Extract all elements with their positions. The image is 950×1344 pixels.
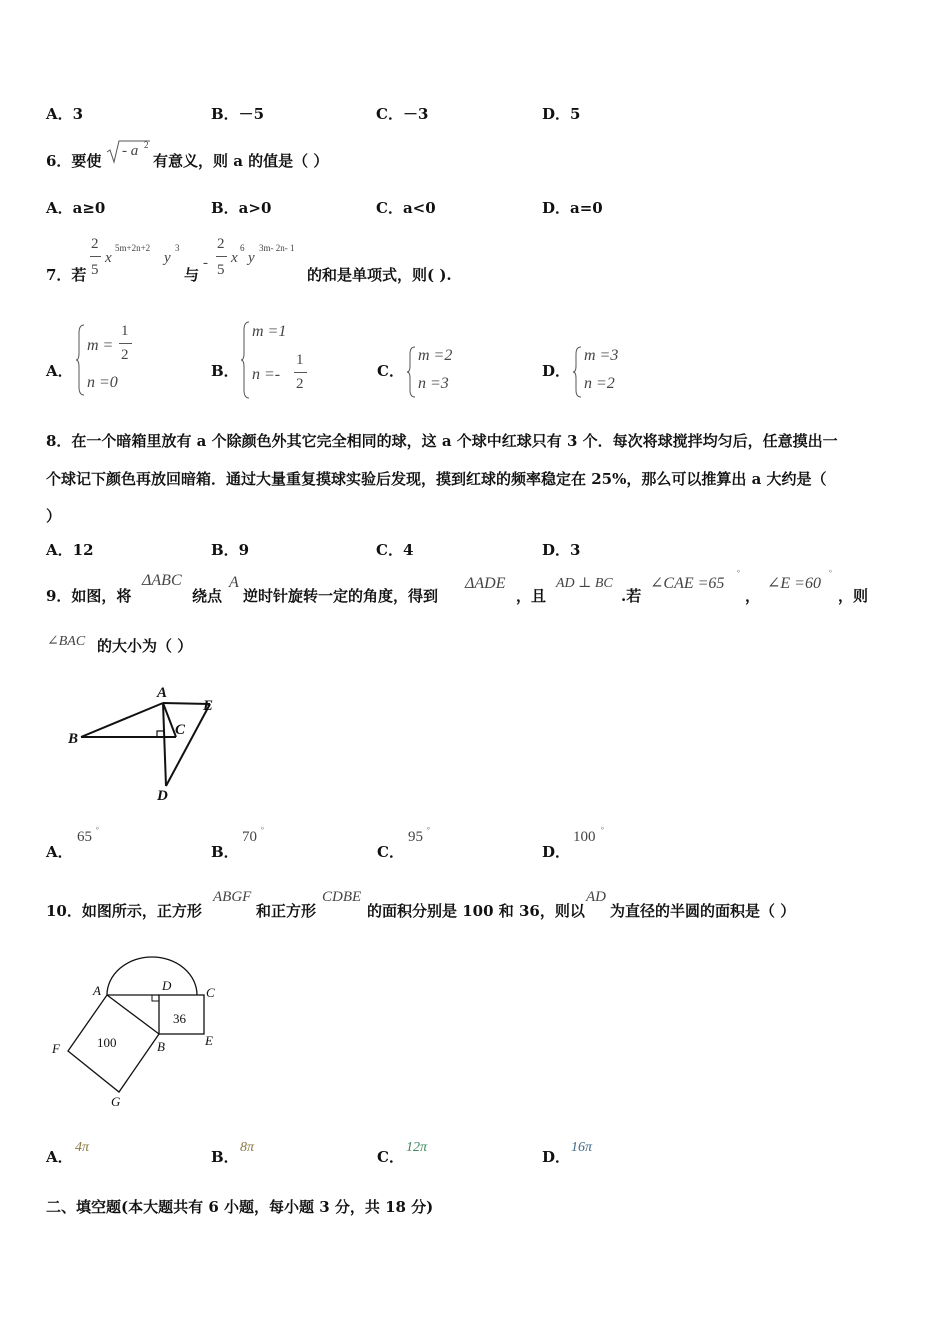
q9-option-c-label: C． — [377, 843, 404, 861]
left-brace-icon — [573, 345, 583, 399]
q10-option-a-value: 4π — [75, 1140, 90, 1155]
q5-option-b: B．－5 — [211, 105, 265, 123]
q7-option-c-line2: n =3 — [418, 375, 449, 392]
q9-figure-label-e: E — [203, 698, 214, 714]
q7-term2-x: x — [231, 250, 238, 266]
q6-suffix: 有意义，则 a 的值是（ ） — [153, 152, 329, 170]
q6-radical — [106, 138, 150, 164]
q9-text-7: 的大小为（ ） — [97, 637, 193, 655]
q6-radicand: - a — [122, 143, 139, 159]
q7-connector: 与 — [184, 266, 200, 284]
q5-option-d: D．5 — [542, 105, 581, 123]
q10-text-1: 和正方形 — [256, 902, 317, 920]
q7-option-a-label: A． — [46, 362, 73, 380]
q7-option-d-line1: m =3 — [584, 347, 619, 364]
q7-term1-y: y — [164, 250, 171, 266]
q10-figure-label-e: E — [205, 1033, 213, 1048]
q10-text-3: 为直径的半圆的面积是（ ） — [610, 902, 796, 920]
q9-figure-label-c: C — [175, 722, 186, 738]
q7-option-b-label: B． — [211, 362, 239, 380]
q7-term2-y-exponent: 3m- 2n- 1 — [259, 243, 295, 253]
q10-figure — [40, 955, 240, 1115]
q10-figure-label-a: A — [93, 983, 101, 998]
left-brace-icon — [407, 345, 417, 399]
q7-option-c-line1: m =2 — [418, 347, 453, 364]
q7-option-a-line2: n =0 — [87, 374, 118, 391]
q10-option-b-label: B． — [211, 1148, 239, 1166]
q10-square-cdbe: CDBE — [322, 889, 362, 905]
q7-option-a-line1: m = — [87, 337, 114, 354]
q6-options — [46, 197, 746, 219]
q8-line1: 8．在一个暗箱里放有 a 个除颜色外其它完全相同的球，这 a 个球中红球只有 3 个．每次将球搅拌均匀后，任意摸出一 — [46, 432, 838, 450]
q9-angle-cae: ∠CAE =65 — [650, 575, 725, 592]
q9-figure-label-a: A — [157, 685, 168, 701]
q9-figure — [40, 680, 240, 810]
q7-option-b-frac-bar — [294, 372, 307, 373]
q10-area-small: 36 — [173, 1011, 186, 1026]
q9-text-6: ，则 — [838, 587, 869, 605]
q9-figure-side-ba — [81, 703, 163, 737]
q10-square-abgf: ABGF — [213, 889, 252, 905]
section-2-title: 二、填空题(本大题共有 6 小题，每小题 3 分，共 18 分) — [46, 1198, 434, 1216]
degree-icon: ° — [427, 826, 430, 834]
q10-figure-label-g: G — [111, 1094, 121, 1109]
left-brace-icon — [76, 323, 86, 397]
q7-term2-numerator: 2 — [217, 236, 225, 252]
q9-option-a-label: A． — [46, 843, 73, 861]
q9-text-1: 绕点 — [192, 587, 223, 605]
q8-line2: 个球记下颜色再放回暗箱．通过大量重复摸球实验后发现，摸到红球的频率稳定在 25%，那么可以推算出 a 大约是（ — [46, 470, 827, 488]
q10-option-d-value: 16π — [571, 1140, 593, 1155]
q7-prefix: 7．若 — [46, 266, 87, 284]
q7-option-b-frac-den: 2 — [296, 376, 304, 392]
q6-option-c: C．a<0 — [376, 199, 436, 217]
q6-option-b: B．a>0 — [211, 199, 272, 217]
q7-term2-denominator: 5 — [217, 262, 225, 278]
q9-text-3: ，且 — [516, 587, 547, 605]
q7-option-d-label: D． — [542, 362, 571, 380]
q7-option-a-frac-num: 1 — [121, 323, 129, 339]
q8-options — [46, 539, 746, 561]
q5-option-c: C．－3 — [376, 105, 429, 123]
q9-option-c-value: 95 — [408, 829, 423, 845]
q9-point-a: A — [229, 574, 239, 591]
q9-text-2: 逆时针旋转一定的角度，得到 — [243, 587, 439, 605]
q10-prefix: 10．如图所示，正方形 — [46, 902, 202, 920]
q10-option-a-label: A． — [46, 1148, 73, 1166]
q8-option-a: A．12 — [46, 541, 94, 559]
q9-option-d-label: D． — [542, 843, 571, 861]
q6-option-d: D．a=0 — [542, 199, 603, 217]
q10-figure-label-c: C — [206, 985, 215, 1000]
q7-term1-x: x — [105, 250, 112, 266]
q10-figure-label-b: B — [157, 1039, 165, 1054]
q10-semicircle — [107, 957, 197, 995]
q9-text-4: .若 — [621, 587, 642, 605]
q9-angle-e: ∠E =60 — [767, 575, 821, 592]
q7-option-a-frac-bar — [119, 343, 132, 344]
q8-line3: ） — [46, 507, 62, 525]
q10-text-2: 的面积分别是 100 和 36，则以 — [367, 902, 585, 920]
q7-term1-y-exponent: 3 — [175, 243, 180, 253]
q7-term2-x-exponent: 6 — [240, 243, 245, 253]
degree-icon: ° — [601, 826, 604, 834]
q7-term1-fraction-bar — [90, 256, 101, 257]
q5-option-a: A．3 — [46, 105, 84, 123]
q7-option-b-line2: n =- — [252, 366, 281, 383]
degree-icon: ° — [261, 826, 264, 834]
q7-option-c-label: C． — [377, 362, 404, 380]
q7-option-b-frac-num: 1 — [296, 352, 304, 368]
left-brace-icon — [241, 320, 251, 400]
q5-options — [46, 103, 746, 125]
q10-area-big: 100 — [97, 1035, 117, 1050]
q8-option-c: C．4 — [376, 541, 414, 559]
q9-figure-label-b: B — [68, 731, 79, 747]
q9-figure-side-ed — [166, 704, 210, 786]
q7-term1-numerator: 2 — [91, 236, 99, 252]
q9-angle-bac: ∠BAC — [47, 634, 86, 649]
q9-option-b-value: 70 — [242, 829, 257, 845]
q7-suffix: 的和是单项式，则( ). — [307, 266, 452, 284]
q9-option-d-value: 100 — [573, 829, 596, 845]
q9-text-5: ， — [745, 587, 761, 605]
degree-icon: ° — [737, 569, 740, 577]
q10-option-d-label: D． — [542, 1148, 571, 1166]
q7-option-d-line2: n =2 — [584, 375, 615, 392]
degree-icon: ° — [96, 826, 99, 834]
q6-option-a: A．a≥0 — [46, 199, 106, 217]
q10-figure-label-f: F — [52, 1041, 60, 1056]
q10-segment-ad: AD — [586, 889, 606, 905]
q7-term1-denominator: 5 — [91, 262, 99, 278]
q10-option-b-value: 8π — [240, 1140, 255, 1155]
q6-radicand-exponent: 2 — [144, 140, 149, 150]
q9-prefix: 9．如图，将 — [46, 587, 132, 605]
q7-option-b-line1: m =1 — [252, 323, 287, 340]
q8-option-d: D．3 — [542, 541, 581, 559]
q9-perpendicular: AD ⊥ BC — [556, 576, 613, 591]
q9-triangle-abc: ΔABC — [142, 572, 182, 589]
q10-figure-label-d: D — [162, 978, 172, 993]
q10-right-angle-mark — [152, 995, 159, 1001]
q7-option-a-frac-den: 2 — [121, 347, 129, 363]
q9-figure-label-d: D — [157, 788, 168, 804]
q9-option-b-label: B． — [211, 843, 239, 861]
q7-term2-y: y — [248, 250, 255, 266]
q8-option-b: B．9 — [211, 541, 250, 559]
q10-option-c-label: C． — [377, 1148, 404, 1166]
q9-triangle-ade: ΔADE — [465, 575, 506, 592]
q9-figure-side-ad — [163, 703, 166, 786]
q7-term1-x-exponent: 5m+2n+2 — [115, 243, 151, 253]
q9-option-a-value: 65 — [77, 829, 92, 845]
q10-option-c-value: 12π — [406, 1140, 428, 1155]
q6-prefix: 6．要使 — [46, 152, 102, 170]
degree-icon: ° — [829, 569, 832, 577]
q7-term2-fraction-bar — [216, 256, 227, 257]
q7-minus: - — [203, 255, 208, 271]
